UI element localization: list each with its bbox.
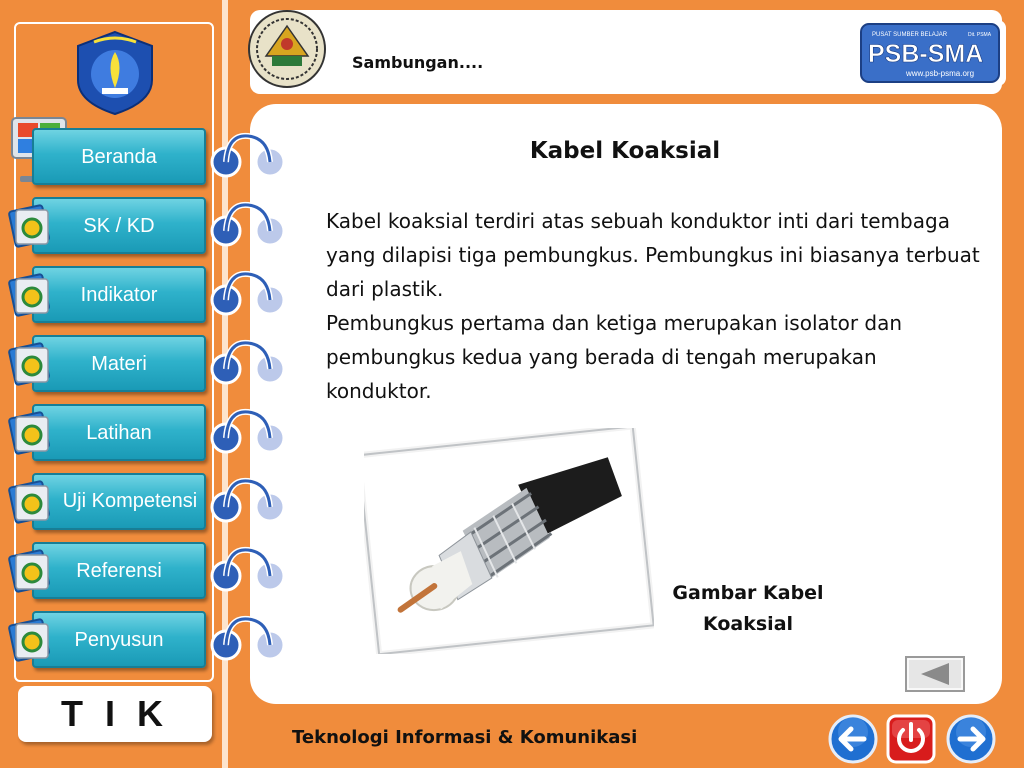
- school-emblem: [246, 8, 328, 90]
- sidebar-item-sk-kd[interactable]: [32, 197, 206, 254]
- sidebar-item-materi[interactable]: [32, 335, 206, 392]
- ring-icon: [208, 546, 288, 596]
- figure-caption: [660, 578, 836, 640]
- book-icon: [6, 338, 56, 388]
- ring-icon: [208, 615, 288, 665]
- psb-logo-url: www.psb-psma.org: [906, 69, 975, 78]
- sidebar-item-label: Indikator: [80, 283, 158, 306]
- page-header-title: Sambungan....: [352, 53, 484, 72]
- slide-paragraph: Pembungkus pertama dan ketiga merupakan isolator dan pembungkus kedua yang berada di tengah merupakan konduktor.: [326, 311, 903, 403]
- book-icon: [6, 614, 56, 664]
- sidebar-item-label: SK / KD: [83, 214, 155, 237]
- back-arrow-button[interactable]: [828, 714, 878, 764]
- ring-icon: [208, 132, 288, 182]
- tut-wuri-handayani-logo: [72, 30, 158, 116]
- book-icon: [6, 407, 56, 457]
- sidebar-item-latihan[interactable]: [32, 404, 206, 461]
- sidebar-item-indikator[interactable]: [32, 266, 206, 323]
- ring-icon: [208, 201, 288, 251]
- sidebar-item-uji-kompetensi[interactable]: [32, 473, 206, 530]
- figure-caption-line: Gambar Kabel: [672, 582, 824, 604]
- figure-caption-line: Koaksial: [702, 613, 794, 635]
- ring-icon: [208, 408, 288, 458]
- psb-logo-small-text: PUSAT SUMBER BELAJAR: [872, 32, 948, 38]
- slide-body: [326, 204, 986, 408]
- ring-icon: [208, 270, 288, 320]
- sidebar-item-penyusun[interactable]: [32, 611, 206, 668]
- slide-title: Kabel Koaksial: [529, 138, 721, 164]
- sidebar-item-label: Latihan: [86, 421, 152, 444]
- book-icon: [6, 200, 56, 250]
- sidebar-item-label: Referensi: [76, 559, 162, 582]
- sidebar-item-label: Beranda: [81, 145, 157, 168]
- sidebar-item-referensi[interactable]: [32, 542, 206, 599]
- psb-sma-logo: [858, 20, 1006, 86]
- psb-logo-tag: Dit. PSMA: [968, 32, 992, 38]
- ring-icon: [208, 339, 288, 389]
- footer-title: Teknologi Informasi & Komunikasi: [292, 727, 638, 748]
- sidebar-item-label: Uji Kompetensi: [62, 490, 198, 512]
- psb-logo-big-text: PSB-SMA: [868, 40, 984, 68]
- sidebar-item-label: Materi: [91, 352, 147, 375]
- book-icon: [6, 476, 56, 526]
- tik-label: T I K: [18, 686, 212, 742]
- coaxial-cable-photo: [364, 428, 654, 654]
- previous-slide-button[interactable]: [905, 656, 965, 692]
- slide-paragraph: Kabel koaksial terdiri atas sebuah konduktor inti dari tembaga yang dilapisi tiga pembungkus. Pembungkus ini biasanya terbuat dari plastik.: [326, 209, 980, 301]
- sidebar-item-label: Penyusun: [74, 628, 164, 651]
- book-icon: [6, 545, 56, 595]
- sidebar-item-beranda[interactable]: [32, 128, 206, 185]
- ring-icon: [208, 477, 288, 527]
- forward-arrow-button[interactable]: [946, 714, 996, 764]
- book-icon: [6, 269, 56, 319]
- power-button[interactable]: [886, 714, 936, 764]
